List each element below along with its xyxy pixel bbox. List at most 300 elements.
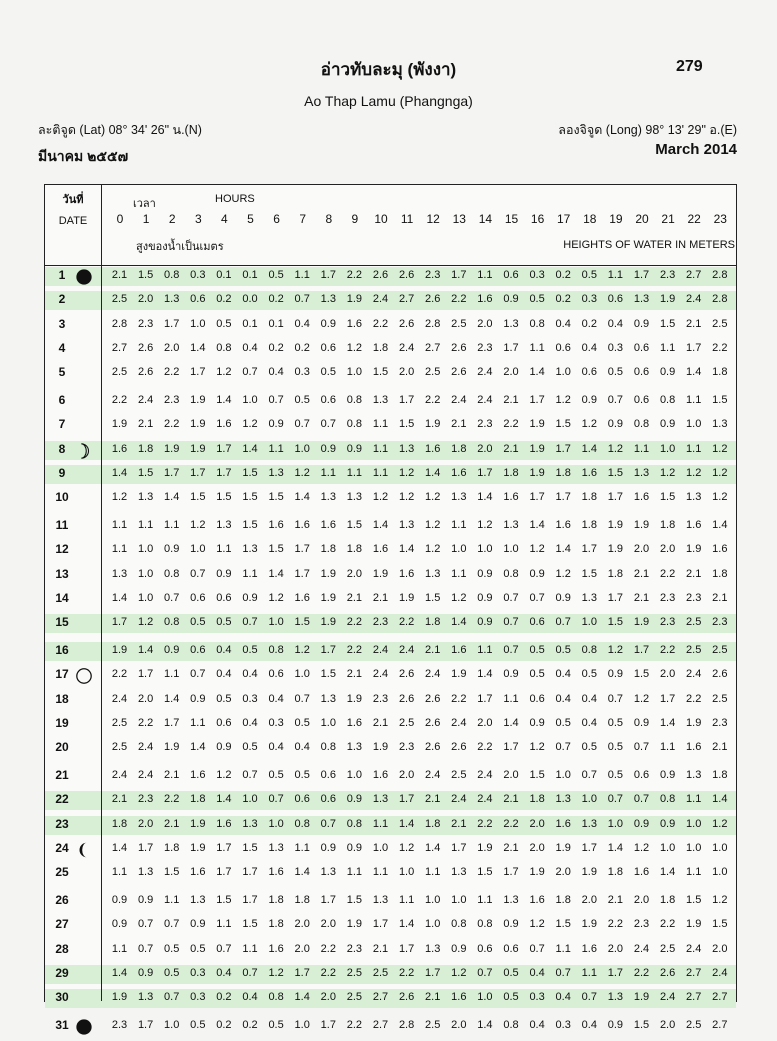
height-cell: 1.5 [164,866,180,879]
height-cell: 2.7 [686,269,702,281]
height-cell: 1.1 [425,866,441,879]
height-cell: 1.9 [346,293,363,306]
height-cell: 1.5 [190,491,206,504]
height-cell: 1.6 [477,293,493,306]
height-cell: 2.2 [320,966,336,979]
height-cell: 0.6 [581,366,597,379]
table-row [45,590,736,609]
height-cell: 0.7 [607,692,624,705]
height-cell: 1.6 [216,418,232,431]
page-title-thai: อ่าวทับละมุ (พังงา) [320,60,457,79]
height-cell: 1.8 [320,543,336,556]
height-cell: 2.6 [451,366,467,379]
height-cell: 1.8 [425,616,441,629]
height-cell: 1.0 [398,866,415,879]
height-cell: 2.2 [346,269,363,281]
height-cell: 0.9 [503,293,519,306]
height-cell: 2.4 [686,668,702,681]
height-cell: 2.5 [659,942,676,955]
height-cell: 0.8 [346,394,363,406]
height-cell: 2.0 [529,817,545,830]
height-cell: 1.9 [190,442,206,455]
date-number: 6 [58,393,66,407]
height-cell: 0.5 [503,991,519,1004]
height-cell: 2.1 [346,591,363,604]
height-cell: 1.3 [425,942,441,955]
height-cell: 1.7 [607,591,624,604]
height-cell: 1.2 [712,442,728,455]
table-row [45,941,736,960]
height-cell: 0.9 [529,716,545,729]
height-cell: 0.7 [607,793,624,806]
height-cell: 1.2 [111,491,128,504]
height-cell: 0.7 [242,366,258,379]
height-cell: 2.8 [712,293,728,306]
height-cell: 1.6 [294,591,310,604]
height-cell: 1.1 [477,894,493,906]
height-cell: 2.4 [451,793,467,806]
height-cell: 2.4 [477,793,493,806]
height-cell: 2.1 [164,769,180,781]
height-cell: 1.7 [659,692,676,705]
height-cell: 1.8 [346,543,363,556]
height-cell: 0.5 [164,966,180,979]
height-cell: 1.1 [111,519,128,531]
height-cell: 2.4 [451,394,467,406]
height-cell: 1.3 [268,466,284,479]
hour-label: 22 [687,212,701,226]
height-cell: 1.9 [398,591,415,604]
height-cell: 2.4 [372,668,389,681]
height-cell: 0.4 [607,317,624,330]
height-cell: 0.2 [242,1019,258,1031]
height-cell: 2.4 [451,716,467,729]
height-cell: 0.5 [320,366,336,379]
height-cell: 1.6 [398,567,415,580]
full-moon-icon [75,667,93,685]
height-cell: 2.1 [137,418,154,431]
height-cell: 1.5 [242,491,258,504]
height-cell: 1.3 [242,817,258,830]
height-cell: 2.2 [164,418,180,431]
height-cell: 0.7 [503,644,519,656]
height-cell: 1.4 [398,543,415,556]
height-cell: 1.7 [529,491,545,504]
height-cell: 2.3 [477,418,493,431]
height-cell: 2.3 [659,269,676,281]
height-cell: 1.8 [712,567,728,580]
height-cell: 0.5 [607,716,624,729]
table-row [45,892,736,911]
height-cell: 1.6 [686,519,702,531]
height-cell: 1.8 [137,442,154,455]
height-cell: 1.4 [111,841,128,854]
height-cell: 0.3 [294,366,310,379]
height-cell: 1.2 [137,616,154,629]
height-cell: 0.6 [503,942,519,955]
height-cell: 1.3 [686,769,702,781]
height-cell: 1.7 [398,942,415,955]
height-cell: 1.4 [242,442,258,455]
height-cell: 1.4 [216,793,232,806]
height-cell: 1.0 [686,418,702,431]
height-cell: 0.5 [190,616,206,629]
height-cell: 2.5 [111,293,128,306]
height-cell: 2.0 [477,716,493,729]
height-cell: 0.5 [190,942,206,955]
height-cell: 2.2 [398,616,415,629]
height-cell: 1.0 [164,1019,180,1031]
height-cell: 2.1 [372,716,389,729]
height-cell: 1.4 [529,519,545,531]
height-cell: 2.2 [451,293,467,306]
hour-label: 11 [400,212,414,226]
height-cell: 1.1 [503,692,519,705]
height-cell: 1.9 [111,418,128,431]
height-cell: 0.4 [555,692,571,705]
height-cell: 0.1 [216,269,232,281]
height-cell: 1.1 [164,894,180,906]
height-cell: 2.2 [320,942,336,955]
height-cell: 0.6 [320,341,336,354]
height-cell: 0.7 [633,793,650,806]
height-cell: 0.4 [242,668,258,681]
height-cell: 0.6 [320,394,336,406]
height-cell: 1.0 [294,442,310,455]
height-cell: 1.0 [581,616,597,629]
height-cell: 2.4 [137,741,154,754]
table-row [45,340,736,359]
hour-label: 0 [116,212,124,226]
height-cell: 0.9 [477,567,493,580]
height-cell: 0.1 [268,317,284,330]
height-cell: 0.1 [242,317,258,330]
height-cell: 0.6 [320,793,336,806]
height-cell: 2.7 [372,991,389,1004]
height-cell: 2.5 [425,1019,441,1031]
height-cell: 2.3 [633,918,650,931]
height-cell: 1.0 [268,817,284,830]
height-cell: 1.0 [712,841,728,854]
hour-label: 13 [452,212,466,226]
height-cell: 1.5 [686,894,702,906]
height-cell: 1.1 [686,866,702,879]
page-number: 279 [676,58,703,75]
height-cell: 0.2 [216,293,232,306]
height-cell: 1.4 [503,716,519,729]
height-cell: 1.5 [398,418,415,431]
hour-label: 20 [635,212,649,226]
height-cell: 1.4 [477,491,493,504]
height-cell: 1.2 [216,769,232,781]
height-cell: 1.5 [659,491,676,504]
height-cell: 0.4 [242,991,258,1004]
height-cell: 1.5 [320,668,336,681]
hours-header: HOURS [215,193,255,205]
height-cell: 2.1 [425,991,441,1004]
table-row [45,642,736,661]
height-cell: 0.4 [268,741,284,754]
height-cell: 2.4 [633,942,650,955]
table-row [45,541,736,560]
height-cell: 0.8 [346,418,363,431]
height-cell: 1.2 [268,591,284,604]
height-cell: 0.9 [164,644,180,656]
table-row [45,416,736,435]
table-row [45,916,736,935]
height-cell: 0.4 [294,317,310,330]
height-cell: 1.3 [372,793,389,806]
height-cell: 2.8 [425,317,441,330]
height-cell: 2.0 [164,341,180,354]
height-cell: 1.7 [216,841,232,854]
hour-label: 14 [478,212,493,226]
last-moon-icon [75,841,93,859]
height-cell: 1.0 [451,894,467,906]
height-cell: 1.0 [686,841,702,854]
height-cell: 0.7 [242,966,258,979]
height-cell: 0.9 [268,418,284,431]
date-number: 30 [55,990,69,1005]
height-cell: 1.1 [242,567,258,580]
height-cell: 0.4 [268,366,284,379]
height-cell: 1.9 [320,616,336,629]
height-cell: 0.6 [294,793,310,806]
height-cell: 2.3 [659,591,676,604]
height-cell: 1.5 [607,466,624,479]
height-cell: 1.8 [503,466,519,479]
height-cell: 2.6 [398,991,415,1004]
height-cell: 2.4 [398,341,415,354]
height-cell: 1.4 [398,918,415,931]
height-cell: 1.7 [425,966,441,979]
height-cell: 2.5 [398,716,415,729]
height-cell: 0.5 [294,769,310,781]
height-cell: 0.9 [633,817,650,830]
height-cell: 1.5 [242,466,258,479]
height-cell: 2.0 [555,866,571,879]
height-cell: 2.4 [137,769,154,781]
height-cell: 2.0 [398,366,415,379]
height-cell: 2.5 [111,366,128,379]
height-cell: 0.3 [268,716,284,729]
height-cell: 0.9 [216,567,232,580]
height-cell: 1.1 [477,269,493,281]
height-cell: 1.7 [164,317,180,330]
height-cell: 1.2 [555,567,571,580]
height-cell: 1.3 [503,317,519,330]
height-cell: 1.6 [451,644,467,656]
height-cell: 0.9 [111,918,128,931]
height-cell: 1.2 [607,644,624,656]
height-cell: 2.0 [659,668,676,681]
height-cell: 2.1 [633,567,650,580]
height-cell: 0.5 [581,269,597,281]
height-cell: 0.5 [242,644,258,656]
hour-label: 19 [609,212,623,226]
height-cell: 0.8 [164,616,180,629]
height-cell: 1.2 [659,466,676,479]
height-cell: 1.5 [425,591,441,604]
height-cell: 2.1 [503,841,519,854]
height-cell: 1.7 [503,866,519,879]
height-cell: 1.4 [477,668,493,681]
date-number: 25 [55,865,69,880]
height-cell: 0.9 [137,894,154,906]
new-moon-icon [75,268,93,286]
height-cell: 1.7 [111,616,128,629]
height-cell: 1.4 [164,692,180,705]
table-row [45,691,736,710]
height-cell: 0.5 [268,1019,284,1031]
height-cell: 0.7 [164,991,180,1004]
height-cell: 1.0 [659,841,676,854]
height-cell: 1.3 [607,991,624,1004]
height-cell: 2.3 [164,394,180,406]
height-cell: 1.9 [581,918,597,931]
height-cell: 2.2 [164,793,180,806]
height-cell: 1.1 [633,442,650,455]
hour-label: 3 [194,212,202,226]
height-cell: 0.7 [164,591,180,604]
heights-header-english: HEIGHTS OF WATER IN METERS [563,239,735,251]
height-cell: 2.4 [111,769,128,781]
height-cell: 1.2 [477,519,493,531]
table-row [45,666,736,685]
height-cell: 1.8 [607,866,624,879]
height-cell: 1.9 [190,817,206,830]
height-cell: 0.4 [242,716,258,729]
height-cell: 1.0 [294,668,310,681]
height-cell: 0.8 [633,418,650,431]
height-cell: 0.9 [477,616,493,629]
height-cell: 0.9 [164,543,180,556]
height-cell: 2.3 [398,741,415,754]
height-cell: 0.2 [581,317,597,330]
height-cell: 2.3 [712,616,728,629]
hour-label: 5 [247,212,254,226]
date-number: 1 [58,268,66,282]
height-cell: 2.4 [137,394,154,406]
height-cell: 2.2 [137,716,154,729]
page-title-english: Ao Thap Lamu (Phangnga) [304,93,473,109]
height-cell: 0.2 [268,341,284,354]
height-cell: 2.1 [372,942,389,955]
height-cell: 2.0 [320,991,336,1004]
height-cell: 2.7 [398,293,415,306]
height-cell: 0.5 [607,769,624,781]
height-cell: 1.5 [581,567,597,580]
height-cell: 1.5 [216,894,232,906]
height-cell: 0.9 [607,418,624,431]
height-cell: 1.7 [398,394,415,406]
height-cell: 0.5 [503,966,519,979]
height-cell: 1.3 [242,543,258,556]
height-cell: 1.3 [398,442,415,455]
height-cell: 1.3 [346,741,363,754]
height-cell: 1.1 [529,341,545,354]
height-cell: 1.5 [555,918,571,931]
height-cell: 0.7 [294,293,310,306]
height-cell: 0.2 [268,293,284,306]
month-thai: มีนาคม ๒๕๕๗ [38,148,129,164]
height-cell: 2.5 [712,317,728,330]
height-cell: 1.4 [372,519,389,531]
height-cell: 0.4 [216,668,232,681]
height-cell: 1.1 [372,817,389,830]
height-cell: 0.2 [555,293,571,306]
height-cell: 2.8 [111,317,128,330]
height-cell: 1.5 [372,366,389,379]
height-cell: 1.5 [607,616,624,629]
height-cell: 1.8 [555,894,571,906]
height-cell: 1.0 [581,793,597,806]
height-cell: 2.2 [659,918,676,931]
height-cell: 0.3 [190,991,206,1004]
height-cell: 2.6 [451,741,467,754]
height-cell: 1.6 [451,466,467,479]
table-row [45,767,736,786]
height-cell: 2.6 [425,741,441,754]
height-cell: 1.6 [555,817,571,830]
height-cell: 1.6 [451,991,467,1004]
height-cell: 2.1 [712,741,728,754]
height-cell: 2.5 [712,644,728,656]
height-cell: 1.1 [398,894,415,906]
height-cell: 0.7 [268,394,284,406]
height-cell: 1.3 [111,567,128,580]
height-cell: 1.1 [686,394,702,406]
height-cell: 1.0 [320,716,336,729]
height-cell: 0.7 [607,394,624,406]
height-cell: 2.1 [503,442,519,455]
height-cell: 2.2 [111,668,128,681]
height-cell: 1.1 [242,942,258,955]
height-cell: 0.8 [346,817,363,830]
height-cell: 0.5 [555,716,571,729]
height-cell: 1.7 [137,841,154,854]
hour-label: 12 [426,212,440,226]
height-cell: 2.0 [503,366,519,379]
table-row [45,291,736,310]
height-cell: 1.0 [346,366,363,379]
height-cell: 1.9 [529,866,545,879]
height-cell: 1.9 [607,543,624,556]
height-cell: 2.4 [712,966,728,979]
height-cell: 0.3 [607,341,624,354]
height-cell: 2.5 [451,317,467,330]
height-cell: 1.7 [451,269,467,281]
height-cell: 1.8 [190,793,206,806]
height-cell: 1.2 [712,894,728,906]
height-cell: 2.7 [712,991,728,1004]
height-cell: 1.8 [268,894,284,906]
height-cell: 0.4 [216,644,232,656]
height-cell: 1.3 [164,293,180,306]
height-cell: 1.9 [346,918,363,931]
height-cell: 1.7 [137,1019,154,1031]
height-cell: 0.9 [555,591,571,604]
height-cell: 1.5 [346,519,363,531]
height-cell: 1.2 [607,442,624,455]
height-cell: 2.6 [372,269,389,281]
height-cell: 1.6 [529,894,545,906]
height-cell: 1.9 [529,418,545,431]
height-cell: 1.7 [294,543,310,556]
height-cell: 2.6 [425,692,441,705]
height-cell: 1.9 [555,841,571,854]
height-cell: 1.2 [346,341,363,354]
